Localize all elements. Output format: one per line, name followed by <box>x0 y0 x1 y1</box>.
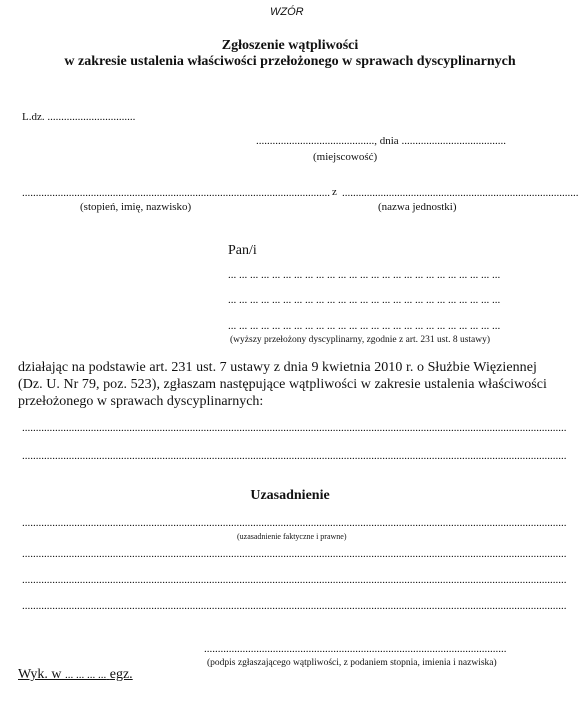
document-title: Zgłoszenie wątpliwości <box>221 38 359 53</box>
ldz-field <box>22 111 135 123</box>
copies-label: Wyk. w <box>18 667 62 682</box>
copies-dots: ... ... ... ... <box>64 669 107 681</box>
justification-caption: (uzasadnienie faktyczne i prawne) <box>237 532 347 541</box>
sender-z-label: z <box>332 186 337 198</box>
body-text-line-3: przełożonego w sprawach dyscyplinarnych: <box>18 394 264 409</box>
addressee-caption: (wyższy przełożony dyscyplinarny, zgodnie z art. 231 ust. 8 ustawy) <box>230 335 491 345</box>
document-subtitle: w zakresie ustalenia właściwości przełożonego w sprawach dyscyplinarnych <box>64 54 516 69</box>
date-dots: ...................................... <box>401 135 506 147</box>
ldz-dots: ................................ <box>47 111 136 123</box>
ldz-label: L.dz. <box>22 111 45 123</box>
copies-suffix: egz. <box>109 667 133 682</box>
justification-line-1: ...................................................................................................................................................................................................... <box>22 517 567 529</box>
justification-line-4: ...................................................................................................................................................................................................... <box>22 600 567 612</box>
signature-caption: (podpis zgłaszającego wątpliwości, z podaniem stopnia, imienia i nazwiska) <box>207 658 497 668</box>
place-date-field <box>256 135 506 147</box>
addressee-line-1: ... ... ... ... ... ... ... ... ... ... ... ... ... ... ... ... ... ... ... ... ... ... ... ... ... <box>228 269 501 281</box>
body-text-line-2: (Dz. U. Nr 79, poz. 523), zgłaszam następujące wątpliwości w zakresie ustalenia właściwości <box>18 377 547 392</box>
sender-unit-dots: ...................................................................................... <box>342 187 579 199</box>
signature-dots: .............................................................................................................. <box>204 643 507 655</box>
justification-line-3: ...................................................................................................................................................................................................... <box>22 574 567 586</box>
doubts-line-2: ...................................................................................................................................................................................................... <box>22 450 567 462</box>
place-caption: (miejscowość) <box>313 151 378 163</box>
sender-unit-caption: (nazwa jednostki) <box>378 201 457 213</box>
addressee-line-3: ... ... ... ... ... ... ... ... ... ... ... ... ... ... ... ... ... ... ... ... ... ... ... ... ... <box>228 320 501 332</box>
sender-name-caption: (stopień, imię, nazwisko) <box>80 201 192 213</box>
place-dots: ..........................................., dnia <box>256 135 399 147</box>
addressee-salutation: Pan/i <box>228 243 257 258</box>
doubts-line-1: ...................................................................................................................................................................................................... <box>22 422 567 434</box>
justification-line-2: ...................................................................................................................................................................................................... <box>22 548 567 560</box>
template-marker: WZÓR <box>270 6 304 18</box>
copies-field <box>18 667 133 683</box>
addressee-line-2: ... ... ... ... ... ... ... ... ... ... ... ... ... ... ... ... ... ... ... ... ... ... ... ... ... <box>228 294 501 306</box>
justification-heading: Uzasadnienie <box>250 488 330 503</box>
sender-name-dots: ................................................................................................................ <box>22 187 330 199</box>
body-text-line-1: działając na podstawie art. 231 ust. 7 ustawy z dnia 9 kwietnia 2010 r. o Służbie Więziennej <box>18 360 537 375</box>
